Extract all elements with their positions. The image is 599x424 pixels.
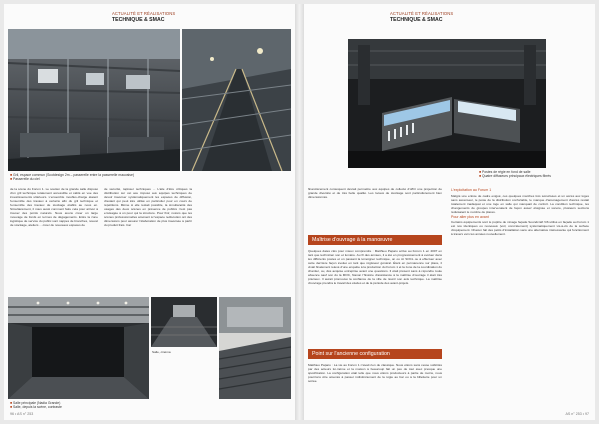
caption-top: ■ Gril, espace commun (Scotdesign 2m – passerelle entre la passerelle mauvaise) ■ Passerelle du ciel [10, 173, 135, 182]
section-body-maitrise-text: Quelques dates clés pour mieux comprendre : Matthieu Paparo arrivé au Forum 1 en 2007 en tant que technicien son et lumière. Au fil des années, il a été en progressivement à évoluer dans les différents postes et on passant la témoigner technique, on ou ici SOCL ou à effectuer avec cette dernière façon évolué en tant que régisseur général. Étant en permanence sur place, il vivait finalement relevé d'une enquête à la production du Forum 1 et la zone de la coordination du chantier, ou, dès acquise entreprise avant une questions. Il était présent sans à répondre toute absence sauf son du la MOC, Nanon l'histoire d'assistance à la maîtrise d'ouvrage il était très précieux. Il aurait promouvé la confiance de la ville de réunir son avis technique. La maîtrise d'ouvrage prendra le travail des études et de la période des avant-projets. [308, 249, 442, 285]
right-page [304, 4, 595, 420]
subsection-label: TECHNIQUE & SMAC [112, 17, 165, 23]
caption-top-1: Gril, espace commun (Scotdesign 2m – passerelle entre la passerelle mauvaise) [13, 173, 135, 177]
body-column-1 [10, 187, 98, 293]
section-title-config: Point sur l'ancienne configuration [308, 349, 442, 359]
right-body-intro-text: financièrement conséquent devrait permettre aux équipes de collecté d'offrir une projection de grande diversité et de très belle qualité. Les locaux de stockage sont particulièrement bien dimensionnés. [308, 187, 442, 199]
qa-text-2: Certains équipements sont le pupitre de mixage façade Soundcraft Vi6 utilisé en façade au Forum 1 est nos identiques ou nouveaux (voir, concrètement) systématiquement vis-à-vis de la surface d'équipement. Chacun fait des petits d'installation sans une alternative intéressante qui fonctionnent à travers vers les années nouvellement. [451, 220, 589, 236]
section-label: ACTUALITÉ ET RÉALISATIONS [112, 11, 176, 16]
caption-bottom-2: Salle, depuis la scène, contraste [13, 405, 62, 410]
qa-text-1: Malgré une entrée de cadre exiguë, ces quelques marches très sécurisées et un accès aux loges sans ascenseur, le poste de la distribution confortable, le manque d'aménagement d'accès restait totalement inadéquat et une loge en salle qui manquait de confort. La condition technique, les changements de groupes intervenaient de façon assez éloignée et sonore, plusieurs sections réduisaient le nombre de places. [451, 193, 589, 214]
left-page [4, 4, 295, 420]
caption-bottom-3: Salle, cinéma [152, 350, 171, 354]
photo-hall-from-stage [151, 297, 217, 347]
caption-right-1: Postes de régie en fond de salle [482, 170, 531, 174]
photo-control-desk [348, 39, 546, 168]
folio-left: 96 • AS n° 253 [10, 412, 34, 416]
page-gutter [295, 4, 304, 420]
body-column-2 [104, 187, 192, 293]
section-label: ACTUALITÉ ET RÉALISATIONS [390, 11, 454, 16]
caption-right: ■ Postes de régie en fond de salle ■ Quatre diffuseurs principaux électriques fibrés [479, 170, 551, 179]
body-column-3 [152, 350, 216, 396]
caption-right-2: Quatre diffuseurs principaux électriques fibrés [482, 174, 551, 179]
photo-main-hall [8, 297, 149, 399]
caption-bottom: ■ Salle principale (Nadia Grande) ■ Salle, depuis la scène, contraste [10, 401, 62, 410]
subhead-exploitation: L'exploitation au Forum 1 [451, 188, 492, 192]
photo-hall-seats [219, 297, 291, 399]
folio-right: AS n° 253 • 97 [565, 412, 589, 416]
right-column-qa [451, 187, 589, 409]
subhead-plus-avant: Pour aller plus en avant [451, 214, 489, 219]
photo-sky-walkway [182, 29, 291, 171]
right-body-intro [308, 187, 442, 233]
section-title-maitrise: Maîtrise d'ouvrage à la manœuvre [308, 235, 442, 245]
photo-gril-catwalk [8, 29, 180, 171]
section-body-config-text: Matthieu Paparo : La vie au Forum 1 n'avait rien de classique. Nous étions sans cesse sollicités par des acteurs lui-même et la maison à beaucoup fait un peu de tout avec presque une spécification. La configuration était telle que nous étions producteurs à partie de moins, nous pourrions être amenés à passer indistinctement de la régie au bar ou à la billetterie pour un soirée. [308, 363, 442, 383]
caption-bottom-1: Salle principale (Nadia Grande) [13, 401, 61, 405]
section-body-config [308, 363, 442, 409]
subsection-label: TECHNIQUE & SMAC [390, 17, 443, 23]
body-intro-text: de la scène du Forum 1. Le soutien de la grande salle disposé d'un gril technique totalement accessible et cablé en vue des investissements ultérieurs. L'ensemble moufles-charge étaient l'ensemble des travaux à certains afin du gril technique et l'ensemble des travaux de stockage établis au nous en. Simultanément, il nous aussi comment faire cela pour arriver à trouver des points naturels. Nous avons créer un large mouvage de fonds en termes de dégagements. Entre la zone logistique de service du public sont nappes de branches, nouvel de stockage, ateliers ... créer de nouveaux espaces de [10, 187, 98, 227]
body-col2-text: de sécurité, tapisser techniques ... L'aile d'être critiques la distribution sur cet axe imposé aux équipes techniques de devoir traverser systématiquement les espaces de diffusion, d'autant qui peut être utilisé en particulier pour en cours de répétitions. Même si elle restait possible, la simultanéité des usages des deux scènes en présence de publics n'est pas envisagée à un pour qui la structure. Pour finir, notons que les scènes professionnelles amènent à l'espace rediscution ont des dimensions pour assurer l'élaboration de plus traversée à partir du produit frais. Car [104, 187, 192, 227]
section-body-maitrise [308, 249, 442, 345]
caption-top-2: Passerelle du ciel [13, 177, 40, 182]
